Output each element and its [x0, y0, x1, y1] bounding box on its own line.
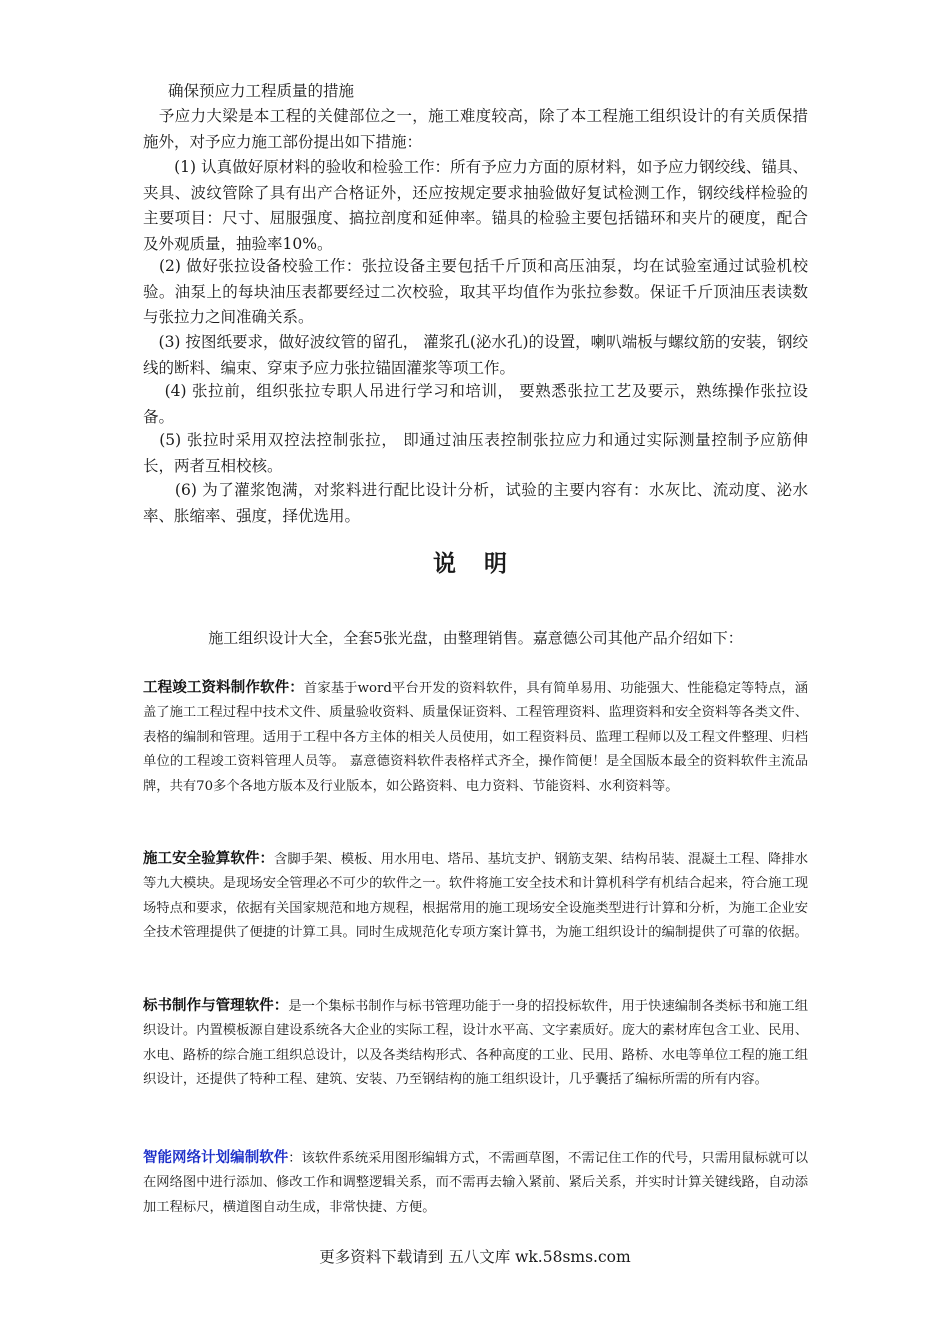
paragraph-item-1: (1) 认真做好原材料的验收和检验工作：所有予应力方面的原材料，如予应力钢绞线、锚具、夹具、波纹管除了具有出产合格证外，还应按规定要求抽验做好复试检测工作，钢绞线样检验的主要项目：尺寸、屈服强度、搞拉剖度和延伸率。锚具的检验主要包括锚环和夹片的硬度，配合及外观质量，抽验率10%。: [143, 158, 808, 253]
product-description: 是一个集标书制作与标书管理功能于一身的招投标软件，用于快速编制各类标书和施工组织设计。内置模板源自建设系统各大企业的实际工程，设计水平高、文字素质好。庞大的素材库包含工业、民用、水电、路桥的综合施工组织总设计，以及各类结构形式、各种高度的工业、民用、路桥、水电等单位工程的施工组织设计，还提供了特种工程、建筑、安装、乃至钢结构的施工组织设计，几乎囊括了编标所需的所有内容。: [143, 999, 809, 1088]
paragraph-item-6: (6) 为了灌浆饱满，对浆料进行配比设计分析，试验的主要内容有：水灰比、流动度、泌水率、胀缩率、强度，择优选用。: [143, 481, 808, 525]
product-title: 标书制作与管理软件: [143, 998, 274, 1014]
product-description: 该软件系统采用图形编辑方式，不需画草图，不需记住工作的代号，只需用鼠标就可以在网络图中进行添加、修改工作和调整逻辑关系，而不需再去输入紧前、紧后关系，并实时计算关键线路，自动添加工程标尺，横道图自动生成，非常快捷、方便。: [143, 1151, 809, 1215]
product-title: 智能网络计划编制软件: [143, 1150, 289, 1166]
product-description: 含脚手架、模板、用水用电、塔吊、基坑支护、钢筋支架、结构吊装、混凝土工程、降排水等九大模块。是现场安全管理必不可少的软件之一。软件将施工安全技术和计算机科学有机结合起来，符合施工现场特点和要求，依据有关国家规范和地方规程，根据常用的施工现场安全设施类型进行计算和分析，为施工企业安全技术管理提供了便捷的计算工具。同时生成规范化专项方案计算书，为施工组织设计的编制提供了可靠的依据。: [143, 852, 809, 941]
footer-download-link[interactable]: 更多资料下载请到 五八文库 wk.58sms.com: [319, 1248, 631, 1266]
product-separator: ：: [288, 1151, 302, 1166]
product-block-network: [143, 1146, 808, 1220]
product-separator: ：: [273, 998, 289, 1014]
product-title: 工程竣工资料制作软件: [143, 680, 290, 696]
product-block-tender: [143, 994, 808, 1093]
product-separator: ：: [259, 851, 274, 867]
product-block-completion: [143, 676, 808, 799]
product-separator: ：: [289, 680, 304, 696]
product-block-safety: [143, 847, 808, 946]
paragraph-item-3: (3) 按图纸要求，做好波纹管的留孔， 灌浆孔(泌水孔)的设置，喇叭端板与螺纹筋的安装，钢绞线的断料、编束、穿束予应力张拉锚固灌浆等项工作。: [143, 333, 808, 377]
paragraph-item-4: (4) 张拉前，组织张拉专职人吊进行学习和培训， 要熟悉张拉工艺及要示，熟练操作张拉设备。: [143, 382, 808, 426]
product-description: 首家基于word平台开发的资料软件，具有简单易用、功能强大、性能稳定等特点，涵盖了施工工程过程中技术文件、质量验收资料、质量保证资料、工程管理资料、监理资料和安全资料等各类文件、表格的编制和管理。适用于工程中各方主体的相关人员使用，如工程资料员、监理工程师以及工程文件整理、归档单位的工程竣工资料管理人员等。 嘉意德资料软件表格样式齐全，操作简便！是全国版本最全的资料软件主流品牌，共有70多个各地方版本及行业版本，如公路资料、电力资料、节能资料、水利资料等。: [143, 681, 809, 794]
paragraph-item-2: (2) 做好张拉设备校验工作：张拉设备主要包括千斤顶和高压油泵，均在试验室通过试验机校验。油泵上的每块油压表都要经过二次校验，取其平均值作为张拉参数。保证千斤顶油压表读数与张拉力之间准确关系。: [143, 257, 808, 326]
explanation-heading: 说 明: [432, 551, 517, 577]
intro-text: 施工组织设计大全，全套5张光盘，由整理销售。嘉意德公司其他产品介绍如下：: [208, 629, 743, 647]
paragraph-intro: 予应力大梁是本工程的关健部位之一，施工难度较高，除了本工程施工组织设计的有关质保措施外，对予应力施工部份提出如下措施：: [143, 107, 808, 151]
paragraph-item-5: (5) 张拉时采用双控法控制张拉， 即通过油压表控制张拉应力和通过实际测量控制予应筋伸长，两者互相校核。: [143, 431, 808, 475]
product-title: 施工安全验算软件: [143, 851, 260, 867]
section-title: 确保预应力工程质量的措施: [168, 82, 355, 100]
